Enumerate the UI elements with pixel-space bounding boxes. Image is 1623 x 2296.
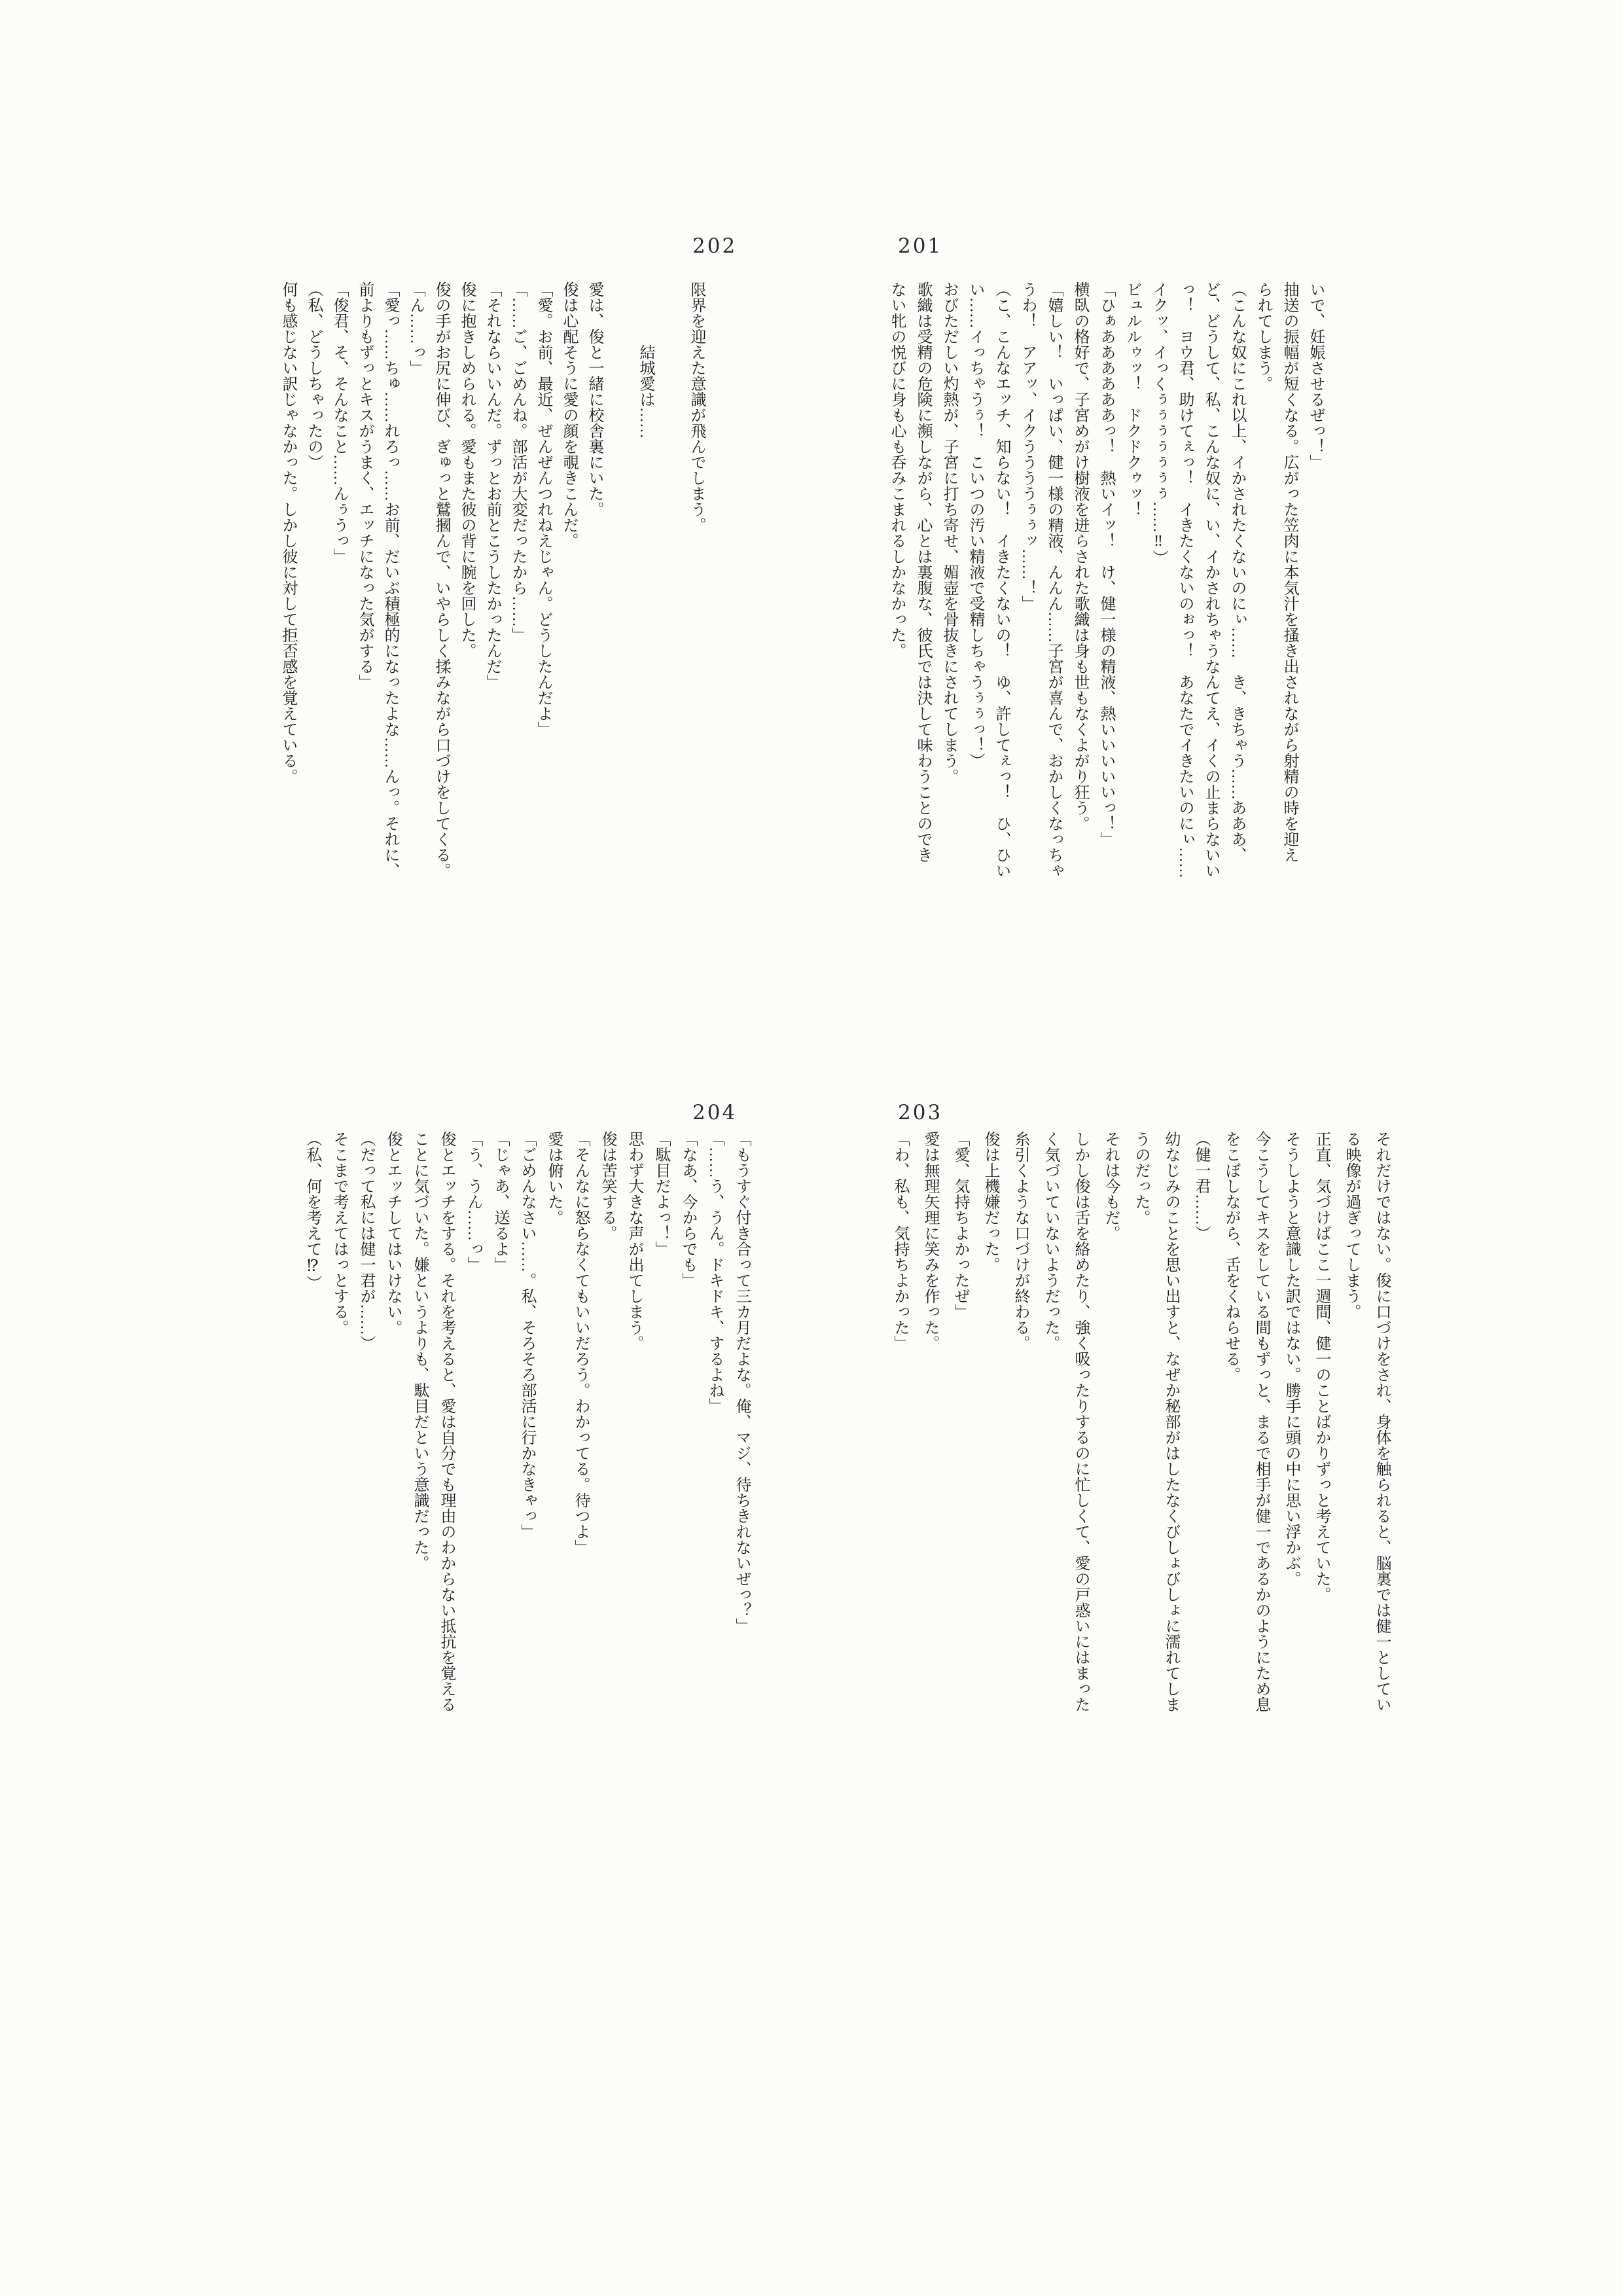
text-column: （私、何を考えて⁉） <box>304 1131 321 1291</box>
text-column: 愛は無理矢理に笑みを作った。 <box>921 1131 938 1351</box>
page-202-text <box>274 281 709 887</box>
text-column: そうしようと意識した訳ではない。勝手に頭の中に思い浮かぶ。 <box>1283 1131 1300 1587</box>
text-column: そこまで考えてはっとする。 <box>330 1131 348 1335</box>
text-column: いで、妊娠させるぜっ！」 <box>1307 281 1324 470</box>
text-column: 愛は、俊と一緒に校舎裏にいた。 <box>586 281 603 517</box>
text-column: 「ん……っ」 <box>407 281 424 376</box>
text-column: 「なあ、今からでも」 <box>679 1131 696 1288</box>
text-column: 抽送の振幅が短くなる。広がった笠肉に本気汁を搔き出されながら射精の時を迎え <box>1281 281 1298 863</box>
page-number-201: 201 <box>898 234 943 258</box>
page-number-203: 203 <box>898 1101 943 1124</box>
text-column: 俊は上機嫌だった。 <box>982 1131 999 1272</box>
text-column: ことに気づいた。嫌というよりも、駄目だという意識だった。 <box>411 1131 428 1571</box>
text-column: しかし俊は舌を絡めたり、強く吸ったりするのに忙しくて、愛の戸惑いにはまった <box>1072 1131 1089 1712</box>
text-column: 「じゃあ、送るよ」 <box>491 1131 508 1272</box>
text-column: うわ！ アアッ、イクううううぅぅッ……！」 <box>1019 281 1036 611</box>
text-column: 「愛っ……ちゅ……れろっ……お前、だいぶ積極的になったよな……んっ。それに、 <box>382 281 399 878</box>
page-number-202: 202 <box>692 234 738 258</box>
text-column: 歌織は受精の危険に瀕しながら、心とは裏腹な、彼氏では決して味わうことのでき <box>914 281 931 863</box>
text-column: それだけではない。俊に口づけをされ、身体を触られると、脳裏では健一としてい <box>1373 1131 1390 1712</box>
text-column: をこぼしながら、舌をくねらせる。 <box>1222 1131 1240 1382</box>
text-column: 俊とエッチをする。それを考えると、愛は自分でも理由のわからない抵抗を覚える <box>438 1131 455 1712</box>
text-column: 「そんなに怒らなくてもいいだろう。わかってる。待つよ」 <box>572 1131 589 1555</box>
text-column: 「……ご、ごめんね。部活が大変だったから……」 <box>509 281 526 643</box>
page-number-204: 204 <box>692 1101 738 1124</box>
text-column: る映像が過ぎってしまう。 <box>1343 1131 1360 1319</box>
text-column: 愛は俯いた。 <box>545 1131 562 1225</box>
text-column: （健一君……） <box>1192 1131 1209 1241</box>
text-column: ビュルルゥッ！ ドクドクゥッ！ <box>1124 281 1141 517</box>
text-column: 「う、うん……っ」 <box>465 1131 482 1272</box>
text-column: 俊とエッチしてはいけない。 <box>384 1131 401 1335</box>
text-column: （こんな奴にこれ以上、イかされたくないのにぃ…… き、きちゃう……あああ、 <box>1228 281 1245 863</box>
blank-column <box>658 281 683 887</box>
text-column: 今こうしてキスをしている間もずっと、まるで相手が健一であるかのようにため息 <box>1253 1131 1270 1712</box>
text-column: それは今もだ。 <box>1102 1131 1119 1241</box>
text-column: 限界を迎えた意識が飛んでしまう。 <box>688 281 705 533</box>
text-column: 俊に抱きしめられる。愛もまた彼の背に腕を回した。 <box>458 281 475 658</box>
text-column: い……イっちゃうぅ！ こいつの汚い精液で受精しちゃうぅぅっ！） <box>967 281 984 768</box>
text-column: 「駄目だよっ！」 <box>652 1131 669 1257</box>
text-column: 「愛。お前、最近、ぜんぜんつれねえじゃん。どうしたんだよ」 <box>535 281 552 737</box>
text-column: られてしまう。 <box>1255 281 1272 391</box>
text-column: 俊は苦笑する。 <box>599 1131 616 1241</box>
text-column: 「もうすぐ付き合って三カ月だよな。俺、マジ、待ちきれないぜっ？」 <box>733 1131 750 1634</box>
text-column: 「それならいいんだ。ずっとお前とこうしたかったんだ」 <box>484 281 501 690</box>
text-column: 「……う、うん。ドキドキ、するよね」 <box>706 1131 723 1414</box>
text-column: おびただしい灼熱が、子宮に打ち寄せ、媚壺を骨抜きにされてしまう。 <box>940 281 957 784</box>
text-column: っ！ ヨウ君、助けてぇっ！ イきたくないのぉっ！ あなたでイきたいのにぃ…… <box>1176 281 1193 878</box>
text-column: イクッ、イっくぅぅぅぅぅぅぅ……‼） <box>1150 281 1167 565</box>
blank-column <box>607 281 632 887</box>
text-column: 何も感じない訳じゃなかった。しかし彼に対して拒否感を覚えている。 <box>279 281 296 784</box>
text-column: ない牝の悦びに身も心も呑みこまれるしかなかった。 <box>888 281 905 658</box>
text-column: 幼なじみのことを思い出すと、なぜか秘部がはしたなくびしょびしょに濡れてしま <box>1162 1131 1179 1712</box>
text-column: 「俊君、そ、そんなこと……んぅうっ」 <box>330 281 348 564</box>
text-column: 前よりもずっとキスがうまく、エッチになった気がする」 <box>356 281 373 690</box>
text-column: 「嬉しい！ いっぱい、健一様の精液、んんん……子宮が喜んで、おかしくなっちゃ <box>1045 281 1062 878</box>
text-column: （私、どうしちゃったの） <box>305 281 322 470</box>
text-column: 正直、気づけばここ一週間、健一のことばかりずっと考えていた。 <box>1313 1131 1330 1602</box>
text-column: 横臥の格好で、子宮めがけ樹液を迸らされた歌織は身も世もなくよがり狂う。 <box>1071 281 1088 831</box>
text-column: 「ごめんなさい……。私、そろそろ部活に行かなきゃっ」 <box>518 1131 535 1539</box>
text-column: 思わず大きな声が出てしまう。 <box>626 1131 643 1351</box>
text-column: うのだった。 <box>1132 1131 1149 1225</box>
page-204-text <box>296 1131 755 1723</box>
text-column: 俊は心配そうに愛の顔を覗きこんだ。 <box>560 281 577 548</box>
text-column: （だって私には健一君が……） <box>357 1131 374 1351</box>
page-201-text <box>882 281 1329 887</box>
page-203-text <box>883 1131 1397 1723</box>
text-column: 俊の手がお尻に伸び、ぎゅっと鷲摑んで、いやらしく揉みながら口づけをしてくる。 <box>433 281 450 878</box>
text-column: ど、どうして、私、こんな奴に、い、イかされちゃうなんてえ、イくの止まらないい <box>1202 281 1219 878</box>
text-column: 結城愛は…… <box>637 281 654 439</box>
text-column: 「愛、気持ちよかったぜ」 <box>952 1131 969 1319</box>
text-column: 「わ、私も、気持ちよかった」 <box>891 1131 908 1351</box>
text-column: く気づいていないようだった。 <box>1042 1131 1059 1351</box>
text-column: 糸引くような口づけが終わる。 <box>1012 1131 1029 1351</box>
text-column: 「ひぁああああああっ！ 熱いイッ！ け、健一様の精液、熱いいいいいっ！」 <box>1097 281 1115 847</box>
text-column: （こ、こんなエッチ、知らない！ イきたくないの！ ゆ、許してぇっ！ ひ、ひい <box>993 281 1010 878</box>
